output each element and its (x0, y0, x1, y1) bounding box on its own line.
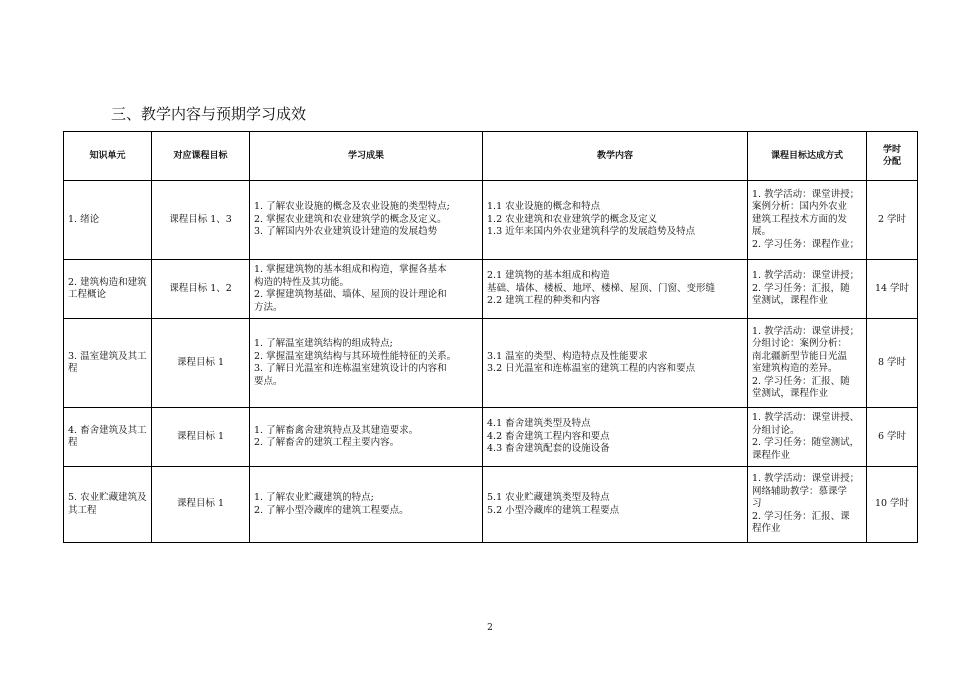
cell-outcome (250, 260, 483, 319)
cell-content-line: 4.3 畜舍建筑配套的设施设备 (487, 443, 610, 455)
cell-outcome-line: 2. 掌握农业建筑和农业建筑学的概念及定义。 (254, 213, 447, 225)
cell-hours: 10 学时 (867, 467, 918, 543)
cell-method-line: 案例分析：国内外农业 (752, 201, 848, 213)
cell-method-line: 分组讨论：案例分析： (752, 338, 848, 349)
cell-method (748, 319, 867, 408)
cell-method-line: 1. 教学活动：课堂讲授； (752, 188, 860, 200)
cell-outcome-line: 1. 了解农业贮藏建筑的特点; (254, 492, 374, 503)
cell-method (748, 181, 867, 260)
cell-outcome (250, 467, 483, 543)
header-method: 课程目标达成方式 (748, 132, 867, 181)
table-row (64, 408, 918, 467)
table-row (64, 319, 918, 408)
cell-outcome (250, 181, 483, 260)
header-unit: 知识单元 (64, 132, 152, 181)
cell-content-line: 3.2 日光温室和连栋温室的建筑工程的内容和要点 (487, 363, 696, 374)
header-hours-line2: 分配 (882, 157, 901, 167)
header-content: 教学内容 (483, 132, 748, 181)
cell-method-line: 2. 学习任务：汇报，随 (752, 282, 850, 294)
cell-outcome-line: 3. 了解国内外农业建筑设计建造的发展趋势 (254, 226, 438, 238)
cell-content (483, 260, 748, 319)
cell-method-line: 网络辅助教学：慕课学 (752, 485, 848, 497)
cell-goal: 课程目标 1、3 (152, 181, 250, 260)
cell-method-line: 展。 (752, 226, 772, 238)
table-row (64, 181, 918, 260)
cell-method-line: 堂测试，课程作业 (752, 388, 829, 399)
cell-content (483, 319, 748, 408)
cell-hours: 14 学时 (867, 260, 918, 319)
cell-content-line: 1.3 近年来国内外农业建筑科学的发展趋势及特点 (487, 226, 696, 238)
cell-outcome-line: 要点。 (254, 375, 283, 387)
cell-method (748, 260, 867, 319)
cell-method-line: 1. 教学活动：课堂讲授； (752, 270, 860, 282)
cell-outcome-line: 1. 了解农业设施的概念及农业设施的类型特点; (254, 201, 450, 213)
table-row (64, 260, 918, 319)
cell-unit: 3. 温室建筑及其工程 (64, 319, 152, 408)
cell-outcome-line: 1. 了解畜禽舍建筑特点及其建造要求。 (254, 424, 419, 436)
table-row (64, 467, 918, 543)
cell-method-line: 1. 教学活动：课堂讲授、 (752, 412, 860, 423)
cell-method-line: 程作业 (752, 523, 781, 535)
cell-content (483, 181, 748, 260)
cell-content-line: 基础、墙体、楼板、地坪、楼梯、屋顶、门窗、变形缝 (487, 282, 716, 294)
cell-goal: 课程目标 1 (152, 467, 250, 543)
cell-content-line: 2.1 建筑物的基本组成和构造 (487, 270, 610, 282)
cell-method-line: 课程作业 (752, 449, 791, 461)
cell-hours: 2 学时 (867, 181, 918, 260)
cell-outcome (250, 408, 483, 467)
cell-unit: 1. 绪论 (64, 181, 152, 260)
cell-unit: 4. 畜舍建筑及其工程 (64, 408, 152, 467)
cell-method-line: 习 (752, 498, 762, 510)
header-hours-line1: 学时 (882, 144, 901, 155)
cell-method-line: 室建筑构造的差异。 (752, 363, 838, 374)
cell-content (483, 467, 748, 543)
page-number: 2 (487, 623, 493, 633)
cell-content-line: 1.1 农业设施的概念和特点 (487, 201, 601, 213)
cell-outcome-line: 1. 掌握建筑物的基本组成和构造，掌握各基本 (254, 264, 447, 275)
cell-method-line: 1. 教学活动：课堂讲授； (752, 325, 860, 337)
header-outcome: 学习成果 (250, 132, 483, 181)
header-goal: 对应课程目标 (152, 132, 250, 181)
cell-goal: 课程目标 1 (152, 319, 250, 408)
cell-content-line: 4.1 畜舍建筑类型及特点 (487, 418, 591, 430)
cell-content-line: 1.2 农业建筑和农业建筑学的概念及定义 (487, 213, 658, 225)
cell-outcome-line: 1. 了解温室建筑结构的组成特点; (254, 338, 393, 349)
cell-method (748, 467, 867, 543)
cell-method-line: 2. 学习任务：课程作业； (752, 238, 860, 250)
cell-method (748, 408, 867, 467)
cell-outcome-line: 2. 了解小型冷藏库的建筑工程要点。 (254, 504, 409, 516)
cell-content (483, 408, 748, 467)
cell-unit: 5. 农业贮藏建筑及其工程 (64, 467, 152, 543)
cell-method-line: 建筑工程技术方面的发 (752, 213, 848, 225)
cell-outcome-line: 3. 了解日光温室和连栋温室建筑设计的内容和 (254, 363, 447, 374)
cell-method-line: 2. 学习任务：随堂测试， (752, 437, 860, 448)
cell-outcome-line: 方法。 (254, 301, 283, 313)
cell-hours: 8 学时 (867, 319, 918, 408)
table-header-row (64, 132, 918, 181)
cell-goal: 课程目标 1、2 (152, 260, 250, 319)
cell-outcome (250, 319, 483, 408)
cell-outcome-line: 构造的特性及其功能。 (254, 276, 350, 288)
cell-content-line: 3.1 温室的类型、构造特点及性能要求 (487, 350, 648, 362)
table-body (64, 181, 918, 543)
section-title: 三、教学内容与预期学习成效 (111, 105, 307, 123)
cell-content-line: 2.2 建筑工程的种类和内容 (487, 295, 601, 307)
cell-method-line: 1. 教学活动：课堂讲授； (752, 473, 860, 485)
cell-outcome-line: 2. 掌握建筑物基础、墙体、屋顶的设计理论和 (254, 289, 447, 300)
cell-content-line: 4.2 畜舍建筑工程内容和要点 (487, 430, 610, 442)
cell-content-line: 5.1 农业贮藏建筑类型及特点 (487, 492, 610, 503)
cell-method-line: 分组讨论。 (752, 424, 800, 436)
curriculum-table (63, 131, 918, 543)
cell-hours: 6 学时 (867, 408, 918, 467)
cell-outcome-line: 2. 掌握温室建筑结构与其环境性能特征的关系。 (254, 350, 457, 362)
cell-method-line: 2. 学习任务：汇报、课 (752, 510, 850, 522)
cell-method-line: 堂测试，课程作业 (752, 295, 829, 307)
cell-method-line: 南北疆新型节能日光温 (752, 350, 848, 362)
cell-goal: 课程目标 1 (152, 408, 250, 467)
cell-method-line: 2. 学习任务：汇报、随 (752, 375, 850, 387)
cell-content-line: 5.2 小型冷藏库的建筑工程要点 (487, 504, 620, 516)
cell-outcome-line: 2. 了解畜舍的建筑工程主要内容。 (254, 437, 400, 448)
header-hours (867, 132, 918, 181)
cell-unit: 2. 建筑构造和建筑工程概论 (64, 260, 152, 319)
